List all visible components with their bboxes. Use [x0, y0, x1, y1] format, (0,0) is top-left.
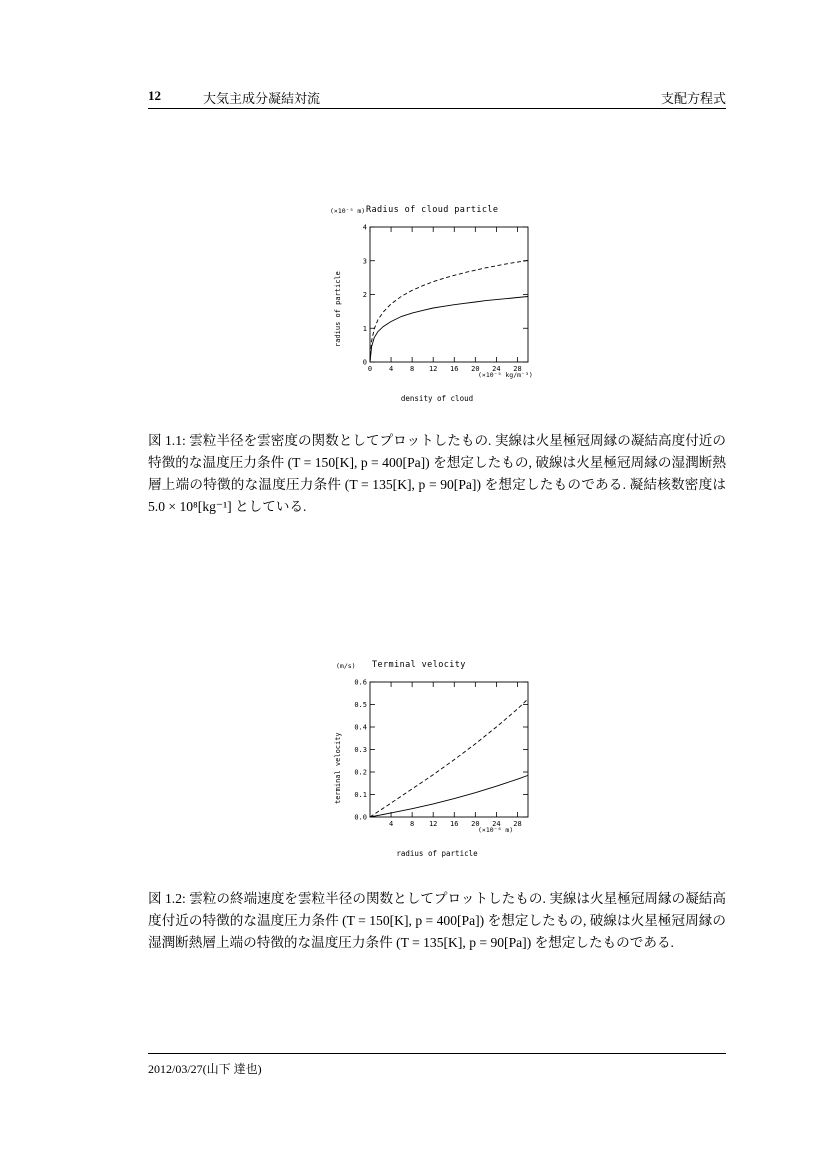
svg-text:28: 28: [513, 820, 522, 828]
figure-1-1-ylabel: radius of particle: [334, 271, 342, 347]
svg-text:4: 4: [388, 820, 394, 828]
figure-1-2-ylabel: terminal velocity: [334, 732, 342, 804]
footer-rule: [148, 1053, 726, 1054]
figure-1-1-caption-label: 図 1.1:: [148, 433, 186, 448]
figure-1-1-y-units: (×10⁻⁵ m): [330, 207, 366, 215]
svg-text:16: 16: [450, 820, 459, 828]
svg-text:4: 4: [388, 365, 394, 373]
figure-1-2-xlabel: radius of particle: [396, 849, 478, 858]
chapter-title: 大気主成分凝結対流: [203, 91, 321, 106]
svg-text:2: 2: [362, 291, 367, 299]
figure-1-2-series-solid: [370, 775, 528, 817]
svg-text:0: 0: [362, 358, 367, 367]
figure-1-2-series-dashed: [370, 699, 528, 817]
figure-1-2-plot: [332, 660, 542, 858]
svg-text:20: 20: [471, 820, 480, 828]
running-head: [148, 88, 726, 110]
svg-text:0.4: 0.4: [354, 723, 367, 732]
figure-1-1-caption: [148, 430, 726, 518]
svg-text:1: 1: [362, 324, 367, 333]
section-title: 支配方程式: [660, 91, 726, 106]
figure-1-2-caption-text: 雲粒の終端速度を雲粒半径の関数としてプロットしたもの. 実線は火星極冠周縁の凝結高度付近の特徴的な温度圧力条件 (T = 150[K], p = 400[Pa]) を想定したもの, 破線は火星極冠周縁の湿潤断熱層上端の特徴的な温度圧力条件 (T = 135[K], p = 90[Pa]) を想定したものである.: [148, 891, 726, 951]
figure-1-2-svg: [332, 674, 542, 839]
figure-1-2-caption-label: 図 1.2:: [148, 891, 186, 906]
figure-1-1-series-solid: [370, 297, 528, 363]
figure-1-2-y-units: (m/s): [336, 662, 356, 670]
figure-1-2-title: Terminal velocity: [372, 660, 466, 670]
svg-text:0.1: 0.1: [354, 791, 367, 799]
svg-text:0.2: 0.2: [354, 768, 367, 777]
figure-1-1-canvas: [332, 219, 542, 384]
header-rule: [148, 108, 726, 109]
figure-1-1-xlabel: density of cloud: [400, 394, 474, 403]
svg-text:8: 8: [410, 820, 415, 828]
svg-text:24: 24: [492, 365, 501, 373]
svg-text:0.0: 0.0: [354, 813, 367, 822]
svg-text:20: 20: [471, 365, 480, 373]
figure-1-1-x-units: (×10⁻⁵ kg/m⁻³): [478, 371, 533, 379]
figure-1-1-series-dashed: [370, 260, 528, 362]
svg-text:12: 12: [428, 365, 438, 373]
figure-1-2-caption: [148, 888, 726, 954]
svg-text:24: 24: [492, 820, 501, 828]
figure-1-2: [148, 660, 726, 858]
svg-text:8: 8: [410, 365, 415, 373]
footer-text: 2012/03/27(山下 達也): [148, 1062, 262, 1076]
figure-1-1-svg: [332, 219, 542, 384]
figure-1-1-caption-text: 雲粒半径を雲密度の関数としてプロットしたもの. 実線は火星極冠周縁の凝結高度付近の特徴的な温度圧力条件 (T = 150[K], p = 400[Pa]) を想定したもの, 破線は火星極冠周縁の湿潤断熱層上端の特徴的な温度圧力条件 (T = 135[K], p = 90[Pa]) を想定したものである. 凝結核数密度は 5.0 × 10⁸[kg⁻¹] としている.: [148, 433, 726, 515]
svg-text:4: 4: [362, 223, 367, 232]
svg-text:28: 28: [513, 365, 522, 373]
svg-text:0.6: 0.6: [354, 678, 367, 687]
svg-text:12: 12: [428, 820, 438, 828]
svg-text:0: 0: [367, 365, 373, 373]
figure-1-2-canvas: [332, 674, 542, 839]
svg-text:0.5: 0.5: [354, 701, 367, 709]
page-number: 12: [148, 88, 161, 103]
figure-1-2-x-units: (×10⁻⁶ m): [478, 826, 514, 834]
figure-1-1-plot: [332, 205, 542, 403]
svg-text:3: 3: [362, 257, 367, 266]
figure-1-1: [148, 205, 726, 403]
figure-1-1-title: Radius of cloud particle: [366, 205, 499, 215]
svg-text:16: 16: [450, 365, 459, 373]
svg-text:0.3: 0.3: [354, 746, 367, 754]
